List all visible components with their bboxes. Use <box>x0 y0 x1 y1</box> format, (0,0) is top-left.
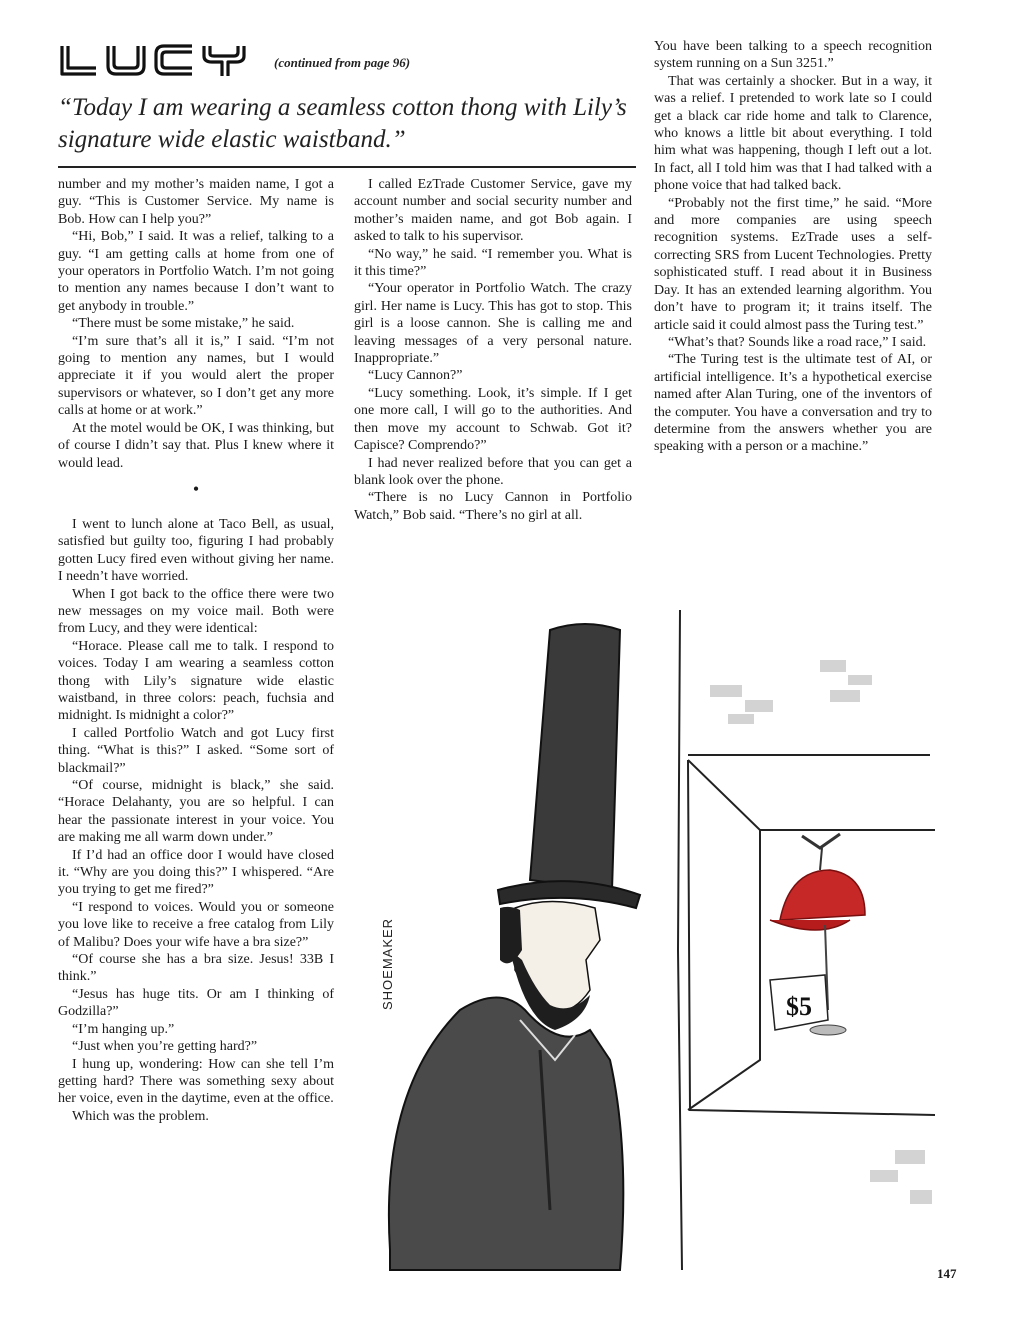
price-tag: $5 <box>786 992 812 1021</box>
paragraph: “Hi, Bob,” I said. It was a relief, talking to a guy. “I am getting calls at home from one of your operators in Portfolio Watch. I’m not going to mention any names because I don’t want to get anybody in trouble.” <box>58 229 334 314</box>
paragraph: At the motel would be OK, I was thinking, but of course I didn’t say that. Plus I knew where it would lead. <box>58 420 334 471</box>
pull-quote: “Today I am wearing a seamless cotton thong with Lily’s signature wide elastic waistband.” <box>58 94 627 153</box>
paragraph: “There is no Lucy Cannon in Portfolio Watch,” Bob said. “There’s no girl at all. <box>354 490 632 523</box>
section-bullet: • <box>192 478 200 499</box>
paragraph: “The Turing test is the ultimate test of AI, or artificial intelligence. It’s a hypothetical exercise named after Alan Turing, one of the inventors of the computer. You have a conversation and try to determine from the answers whether you are speaking with a person or a machine.” <box>654 352 932 455</box>
paragraph: Which was the problem. <box>72 1108 209 1124</box>
continued-note: (continued from page 96) <box>274 55 411 70</box>
paragraph: “Of course she has a bra size. Jesus! 33B I think.” <box>58 952 334 985</box>
paragraph: “Just when you’re getting hard?” <box>72 1039 258 1055</box>
paragraph: “No way,” he said. “I remember you. What is it this time?” <box>354 246 632 280</box>
paragraph: “What’s that? Sounds like a road race,” I said. <box>668 334 927 350</box>
paragraph: “Probably not the first time,” he said. “More and more companies are using speech recognition systems. EzTrade uses a self-correcting SRS from Lucent Technologies. Pretty sophisticated stuff. I read about it in Business Day. It has an extended learning algorithm. You don’t have to program it; it trains itself. The article said it could almost pass the Turing test.” <box>654 195 932 333</box>
paragraph: If I’d had an office door I would have closed it. “Why are you doing this?” I whispered. “Are you trying to get me fired?” <box>58 847 334 898</box>
column-2 <box>354 176 632 524</box>
paragraph: That was certainly a shocker. But in a way, it was a relief. I pretended to work late so I could get a black car ride home and talk to Clarence, who knows a little bit about everything. I told him what was happening, though I left out a lot. In fact, all I told him was that I had talked with a phone voice that had talked back. <box>654 73 932 194</box>
column-1 <box>58 176 334 1125</box>
lucy-logo <box>58 40 258 82</box>
paragraph: “I’m sure that’s all it is,” I said. “I’m not going to mention any names, but I would appreciate it if you would alert the proper supervisors or whatever, so I don’t get any more calls at home or at work.” <box>58 333 334 419</box>
paragraph: “Of course, midnight is black,” she said. “Horace Delahanty, you are so helpful. I can hear the passionate interest in your voice. You are making me all warm down under.” <box>58 778 334 846</box>
paragraph: When I got back to the office there were two new messages on my voice mail. Both were from Lucy, and they were identical: <box>58 586 334 637</box>
paragraph: I called EzTrade Customer Service, gave my account number and social security number and mother’s maiden name, and got Bob again. I asked to talk to his supervisor. <box>354 177 632 245</box>
paragraph: I hung up, wondering: How can she tell I’m getting hard? There was something sexy about her voice, even in the daytime, even at the office. <box>58 1056 334 1107</box>
paragraph: number and my mother’s maiden name, I got a guy. “This is Customer Service. My name is Bob. How can I help you?” <box>58 177 334 227</box>
cartoon-illustration <box>350 590 940 1280</box>
page-number: 147 <box>937 1266 957 1281</box>
paragraph: I called Portfolio Watch and got Lucy first thing. “What is this?” I asked. “Some sort of blackmail?” <box>58 725 334 776</box>
paragraph: “Jesus has huge tits. Or am I thinking of Godzilla?” <box>58 986 334 1020</box>
paragraph: “I respond to voices. Would you or someone you love like to receive a free catalog from Lily of Malibu? Does your wife have a bra size?” <box>58 899 334 950</box>
paragraph: “Horace. Please call me to talk. I respond to voices. Today I am wearing a seamless cotton thong with Lily’s signature wide elastic waistband, in three colors: peach, fuchsia and midnight. Is midnight a color?” <box>58 638 334 724</box>
paragraph: “I’m hanging up.” <box>72 1021 175 1037</box>
divider <box>58 166 636 168</box>
paragraph: “There must be some mistake,” he said. <box>72 316 295 332</box>
paragraph: I went to lunch alone at Taco Bell, as usual, satisfied but guilty too, figuring I had probably gotten Lucy fired even without giving her name. I needn’t have worried. <box>58 516 334 585</box>
artist-signature: SHOEMAKER <box>380 917 395 1010</box>
column-3 <box>654 38 932 456</box>
paragraph: “Your operator in Portfolio Watch. The crazy girl. Her name is Lucy. This has got to stop. This girl is a loose cannon. She is calling me and leaving messages of a very personal nature. Inappropriate.” <box>354 281 632 367</box>
paragraph: I had never realized before that you can get a blank look over the phone. <box>354 455 632 488</box>
paragraph: You have been talking to a speech recognition system running on a Sun 3251.” <box>654 39 932 72</box>
paragraph: “Lucy Cannon?” <box>368 368 463 384</box>
paragraph: “Lucy something. Look, it’s simple. If I get one more call, I will go to the authorities. And then move my account to Schwab. Got it? Capisce? Comprendo?” <box>354 385 632 454</box>
